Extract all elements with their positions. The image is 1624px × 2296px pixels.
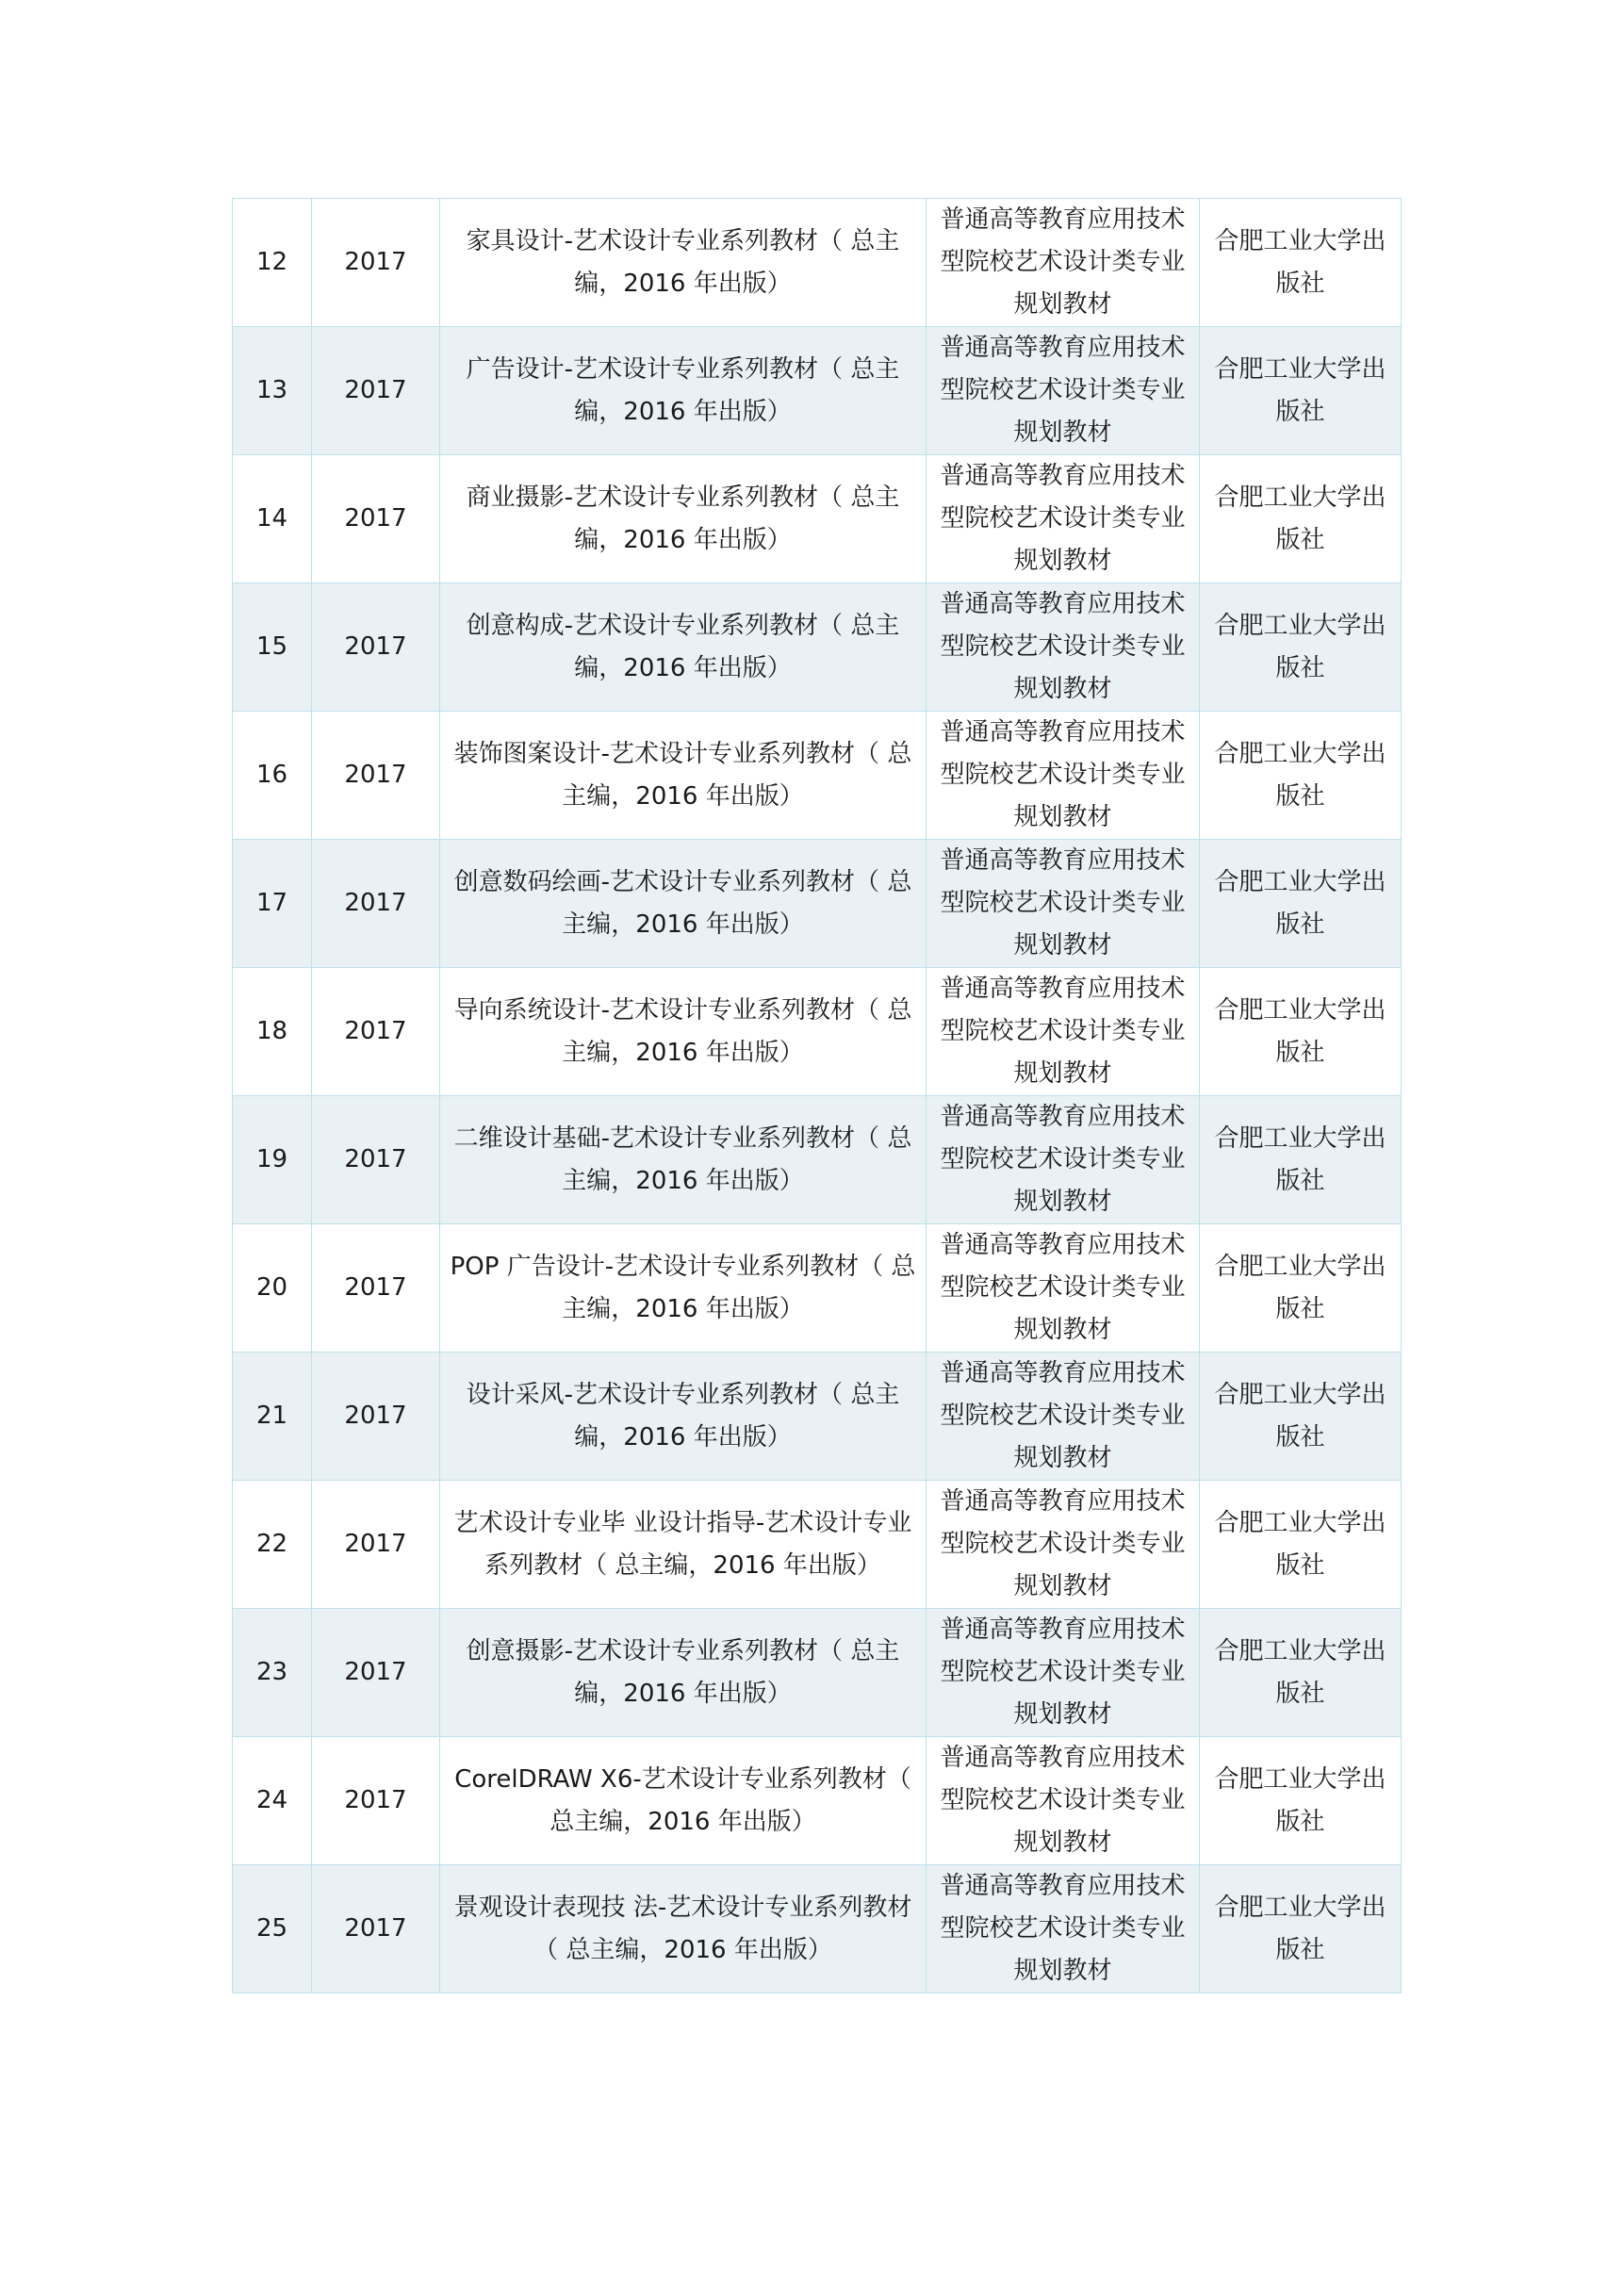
- publisher-cell: 合肥工业大学出版社: [1200, 968, 1402, 1096]
- year-cell: 2017: [312, 1353, 440, 1481]
- textbook-category-cell: 普通高等教育应用技术型院校艺术设计类专业规划教材: [927, 1737, 1200, 1865]
- row-number-cell: 24: [233, 1737, 312, 1865]
- textbook-category-cell: 普通高等教育应用技术型院校艺术设计类专业规划教材: [927, 327, 1200, 455]
- publisher-cell: 合肥工业大学出版社: [1200, 327, 1402, 455]
- year-cell: 2017: [312, 712, 440, 840]
- table-row: [233, 1224, 1402, 1353]
- row-number-cell: 14: [233, 455, 312, 583]
- textbook-name-cell: POP 广告设计-艺术设计专业系列教材（ 总主编，2016 年出版）: [440, 1224, 927, 1353]
- textbook-name-cell: 商业摄影-艺术设计专业系列教材（ 总主编，2016 年出版）: [440, 455, 927, 583]
- textbook-name-cell: 创意数码绘画-艺术设计专业系列教材（ 总主编，2016 年出版）: [440, 840, 927, 968]
- year-cell: 2017: [312, 455, 440, 583]
- publisher-cell: 合肥工业大学出版社: [1200, 1865, 1402, 1993]
- table-row: [233, 583, 1402, 712]
- textbook-table: [232, 198, 1402, 1993]
- publisher-cell: 合肥工业大学出版社: [1200, 1353, 1402, 1481]
- textbook-category-cell: 普通高等教育应用技术型院校艺术设计类专业规划教材: [927, 1865, 1200, 1993]
- textbook-category-cell: 普通高等教育应用技术型院校艺术设计类专业规划教材: [927, 583, 1200, 712]
- table-row: [233, 968, 1402, 1096]
- table-row: [233, 840, 1402, 968]
- textbook-name-cell: 装饰图案设计-艺术设计专业系列教材（ 总主编，2016 年出版）: [440, 712, 927, 840]
- textbook-name-cell: 艺术设计专业毕 业设计指导-艺术设计专业系列教材（ 总主编，2016 年出版）: [440, 1481, 927, 1609]
- textbook-name-cell: 景观设计表现技 法-艺术设计专业系列教材（ 总主编，2016 年出版）: [440, 1865, 927, 1993]
- row-number-cell: 15: [233, 583, 312, 712]
- publisher-cell: 合肥工业大学出版社: [1200, 455, 1402, 583]
- year-cell: 2017: [312, 840, 440, 968]
- row-number-cell: 20: [233, 1224, 312, 1353]
- table-row: [233, 327, 1402, 455]
- table-row: [233, 712, 1402, 840]
- year-cell: 2017: [312, 1737, 440, 1865]
- textbook-name-cell: CorelDRAW X6-艺术设计专业系列教材（ 总主编，2016 年出版）: [440, 1737, 927, 1865]
- textbook-category-cell: 普通高等教育应用技术型院校艺术设计类专业规划教材: [927, 968, 1200, 1096]
- textbook-category-cell: 普通高等教育应用技术型院校艺术设计类专业规划教材: [927, 1224, 1200, 1353]
- textbook-category-cell: 普通高等教育应用技术型院校艺术设计类专业规划教材: [927, 1353, 1200, 1481]
- year-cell: 2017: [312, 583, 440, 712]
- textbook-name-cell: 创意构成-艺术设计专业系列教材（ 总主编，2016 年出版）: [440, 583, 927, 712]
- year-cell: 2017: [312, 1096, 440, 1224]
- textbook-category-cell: 普通高等教育应用技术型院校艺术设计类专业规划教材: [927, 1609, 1200, 1737]
- row-number-cell: 17: [233, 840, 312, 968]
- table-body: [233, 199, 1402, 1993]
- publisher-cell: 合肥工业大学出版社: [1200, 1609, 1402, 1737]
- publisher-cell: 合肥工业大学出版社: [1200, 840, 1402, 968]
- table-row: [233, 1865, 1402, 1993]
- year-cell: 2017: [312, 199, 440, 327]
- year-cell: 2017: [312, 1224, 440, 1353]
- table-row: [233, 1609, 1402, 1737]
- textbook-category-cell: 普通高等教育应用技术型院校艺术设计类专业规划教材: [927, 712, 1200, 840]
- table-row: [233, 1353, 1402, 1481]
- table-row: [233, 455, 1402, 583]
- table-row: [233, 1096, 1402, 1224]
- row-number-cell: 23: [233, 1609, 312, 1737]
- publisher-cell: 合肥工业大学出版社: [1200, 1481, 1402, 1609]
- table-row: [233, 1481, 1402, 1609]
- textbook-name-cell: 创意摄影-艺术设计专业系列教材（ 总主编，2016 年出版）: [440, 1609, 927, 1737]
- textbook-category-cell: 普通高等教育应用技术型院校艺术设计类专业规划教材: [927, 199, 1200, 327]
- textbook-category-cell: 普通高等教育应用技术型院校艺术设计类专业规划教材: [927, 1096, 1200, 1224]
- row-number-cell: 22: [233, 1481, 312, 1609]
- year-cell: 2017: [312, 1865, 440, 1993]
- publisher-cell: 合肥工业大学出版社: [1200, 1224, 1402, 1353]
- publisher-cell: 合肥工业大学出版社: [1200, 199, 1402, 327]
- textbook-category-cell: 普通高等教育应用技术型院校艺术设计类专业规划教材: [927, 455, 1200, 583]
- publisher-cell: 合肥工业大学出版社: [1200, 583, 1402, 712]
- row-number-cell: 16: [233, 712, 312, 840]
- textbook-name-cell: 广告设计-艺术设计专业系列教材（ 总主编，2016 年出版）: [440, 327, 927, 455]
- row-number-cell: 13: [233, 327, 312, 455]
- row-number-cell: 18: [233, 968, 312, 1096]
- textbook-name-cell: 导向系统设计-艺术设计专业系列教材（ 总主编，2016 年出版）: [440, 968, 927, 1096]
- year-cell: 2017: [312, 968, 440, 1096]
- row-number-cell: 19: [233, 1096, 312, 1224]
- year-cell: 2017: [312, 1609, 440, 1737]
- publisher-cell: 合肥工业大学出版社: [1200, 712, 1402, 840]
- textbook-category-cell: 普通高等教育应用技术型院校艺术设计类专业规划教材: [927, 840, 1200, 968]
- textbook-name-cell: 设计采风-艺术设计专业系列教材（ 总主编，2016 年出版）: [440, 1353, 927, 1481]
- publisher-cell: 合肥工业大学出版社: [1200, 1737, 1402, 1865]
- year-cell: 2017: [312, 327, 440, 455]
- row-number-cell: 25: [233, 1865, 312, 1993]
- textbook-category-cell: 普通高等教育应用技术型院校艺术设计类专业规划教材: [927, 1481, 1200, 1609]
- textbook-name-cell: 二维设计基础-艺术设计专业系列教材（ 总主编，2016 年出版）: [440, 1096, 927, 1224]
- table-row: [233, 1737, 1402, 1865]
- textbook-name-cell: 家具设计-艺术设计专业系列教材（ 总主编，2016 年出版）: [440, 199, 927, 327]
- table-row: [233, 199, 1402, 327]
- row-number-cell: 12: [233, 199, 312, 327]
- row-number-cell: 21: [233, 1353, 312, 1481]
- publisher-cell: 合肥工业大学出版社: [1200, 1096, 1402, 1224]
- year-cell: 2017: [312, 1481, 440, 1609]
